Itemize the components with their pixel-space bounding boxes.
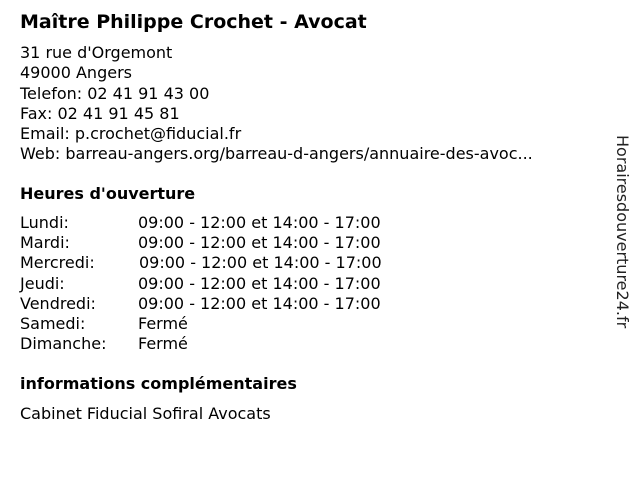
hours-heading: Heures d'ouverture xyxy=(20,184,196,203)
contact-block xyxy=(20,43,533,165)
time-value: 09:00 - 12:00 et 14:00 - 17:00 xyxy=(138,273,381,293)
street-address: 31 rue d'Orgemont xyxy=(20,43,173,62)
time-value: 09:00 - 12:00 et 14:00 - 17:00 xyxy=(139,253,382,273)
website-link[interactable]: Web: barreau-angers.org/barreau-d-angers/annuaire-des-avoc... xyxy=(20,144,533,164)
time-value: 09:00 - 12:00 et 14:00 - 17:00 xyxy=(138,233,381,253)
site-watermark: Horairesdouverture24.fr xyxy=(613,135,632,329)
day-label: Jeudi: xyxy=(20,273,65,293)
page-title: Maître Philippe Crochet - Avocat xyxy=(20,11,367,33)
time-value: Fermé xyxy=(138,334,188,354)
day-label: Mardi: xyxy=(20,233,70,253)
day-label: Lundi: xyxy=(20,213,69,232)
info-text: Cabinet Fiducial Sofiral Avocats xyxy=(20,404,271,423)
phone-number[interactable]: Telefon: 02 41 91 43 00 xyxy=(20,83,210,103)
fax-number: Fax: 02 41 91 45 81 xyxy=(20,103,180,123)
day-label: Vendredi: xyxy=(20,293,96,313)
time-value: Fermé xyxy=(138,313,188,333)
info-heading: informations complémentaires xyxy=(20,374,297,393)
day-label: Mercredi: xyxy=(20,253,95,273)
city-address: 49000 Angers xyxy=(20,63,132,83)
day-label: Samedi: xyxy=(20,313,86,333)
email-address[interactable]: Email: p.crochet@fiducial.fr xyxy=(20,124,242,144)
day-label: Dimanche: xyxy=(20,334,107,354)
time-value: 09:00 - 12:00 et 14:00 - 17:00 xyxy=(138,213,381,232)
time-value: 09:00 - 12:00 et 14:00 - 17:00 xyxy=(138,293,381,313)
